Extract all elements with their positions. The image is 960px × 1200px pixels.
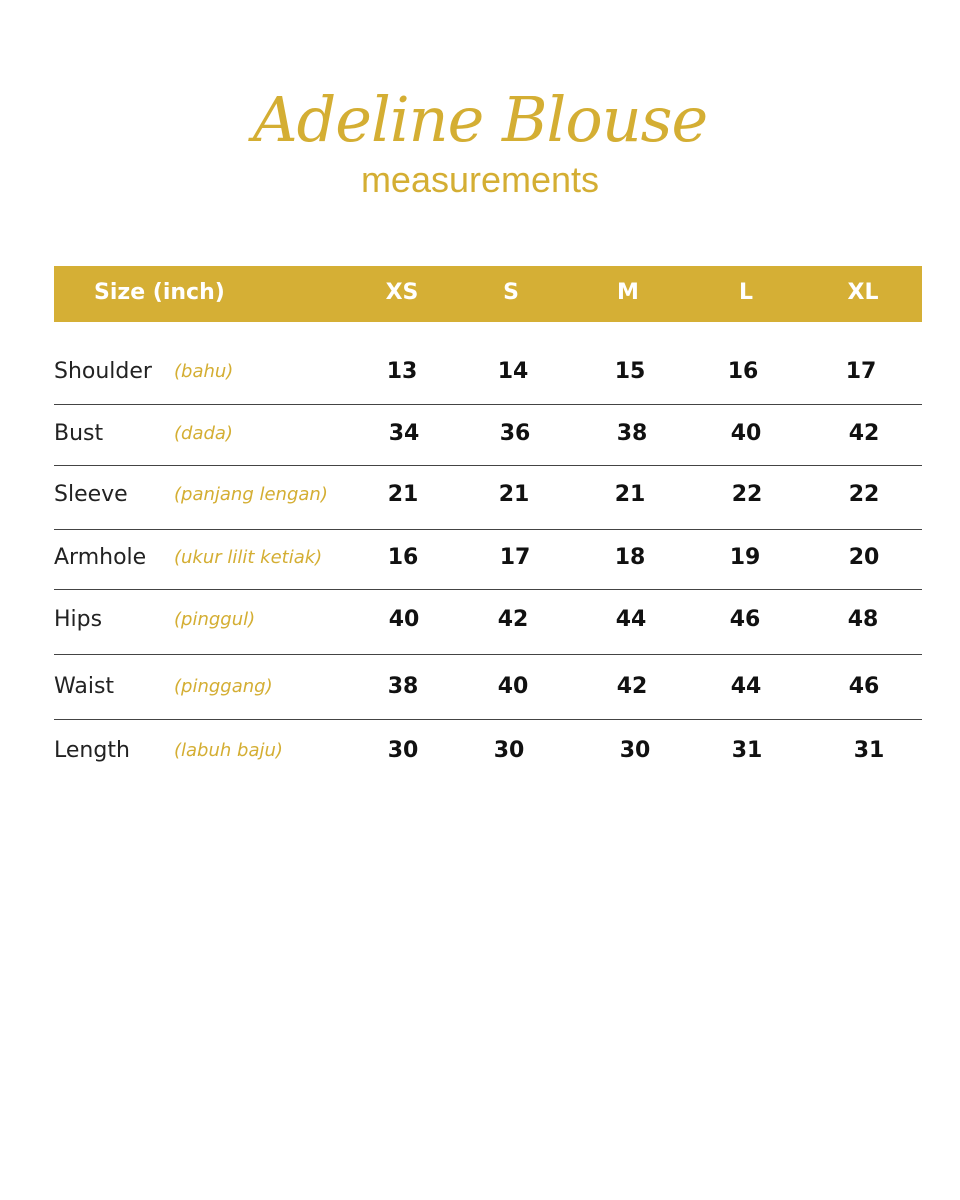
table-row (54, 341, 922, 403)
size-unit-header: Size (inch) (94, 280, 225, 305)
value-xl: 17 (845, 359, 877, 384)
size-header-xl: XL (847, 280, 879, 305)
value-m: 38 (616, 421, 648, 446)
value-m: 18 (614, 545, 646, 570)
value-xl: 31 (853, 738, 885, 763)
size-header-m: M (617, 280, 639, 305)
table-row (54, 720, 922, 782)
table-row (54, 464, 922, 526)
value-xs: 38 (387, 674, 419, 699)
measurement-local-name: (pinggang) (174, 676, 273, 697)
row-divider (54, 654, 922, 655)
value-m: 42 (616, 674, 648, 699)
value-l: 19 (729, 545, 761, 570)
measurement-local-name: (pinggul) (174, 609, 256, 630)
table-row (54, 527, 922, 589)
value-xl: 48 (847, 607, 879, 632)
table-header (54, 266, 922, 322)
measurement-name: Waist (54, 674, 115, 699)
measurement-name: Length (54, 738, 130, 763)
measurement-name: Bust (54, 421, 104, 446)
measurement-local-name: (dada) (174, 423, 233, 444)
value-xs: 30 (387, 738, 419, 763)
measurement-name: Armhole (54, 545, 147, 570)
value-xs: 13 (386, 359, 418, 384)
value-l: 16 (727, 359, 759, 384)
value-xs: 21 (387, 482, 419, 507)
measurement-local-name: (ukur lilit ketiak) (174, 547, 323, 568)
value-xs: 34 (388, 421, 420, 446)
value-xl: 20 (848, 545, 880, 570)
size-header-s: S (503, 280, 519, 305)
size-header-xs: XS (385, 280, 419, 305)
measurement-name: Hips (54, 607, 103, 632)
value-s: 40 (497, 674, 529, 699)
value-m: 15 (614, 359, 646, 384)
table-row (54, 589, 922, 651)
value-s: 42 (497, 607, 529, 632)
value-xs: 40 (388, 607, 420, 632)
table-row (54, 656, 922, 718)
value-l: 22 (731, 482, 763, 507)
value-l: 46 (729, 607, 761, 632)
measurement-name: Shoulder (54, 359, 152, 384)
value-s: 21 (498, 482, 530, 507)
measurement-name: Sleeve (54, 482, 128, 507)
value-s: 14 (497, 359, 529, 384)
value-m: 21 (614, 482, 646, 507)
value-xl: 42 (848, 421, 880, 446)
value-xl: 22 (848, 482, 880, 507)
value-l: 44 (730, 674, 762, 699)
measurement-local-name: (bahu) (174, 361, 234, 382)
size-header-l: L (738, 280, 754, 305)
value-l: 40 (730, 421, 762, 446)
value-m: 44 (615, 607, 647, 632)
value-m: 30 (619, 738, 651, 763)
measurement-local-name: (labuh baju) (174, 740, 283, 761)
measurement-local-name: (panjang lengan) (174, 484, 328, 505)
value-s: 30 (493, 738, 525, 763)
table-row (54, 403, 922, 465)
value-s: 36 (499, 421, 531, 446)
value-xl: 46 (848, 674, 880, 699)
page-subtitle: measurements (360, 159, 600, 200)
value-l: 31 (731, 738, 763, 763)
value-xs: 16 (387, 545, 419, 570)
value-s: 17 (499, 545, 531, 570)
page-title: Adeline Blouse (252, 83, 708, 156)
